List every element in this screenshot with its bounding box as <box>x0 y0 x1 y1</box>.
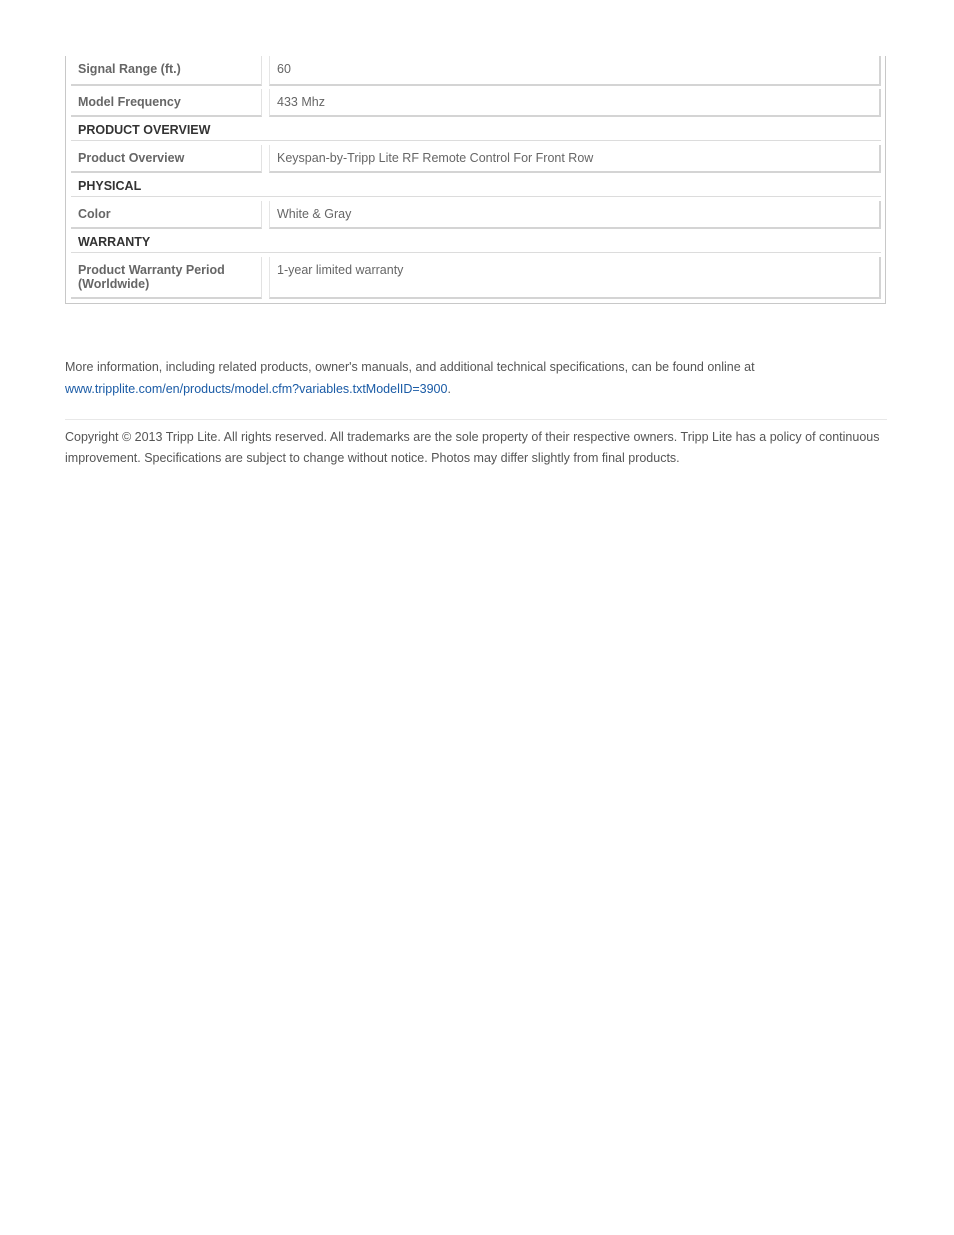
section-heading-physical: PHYSICAL <box>71 173 881 197</box>
spec-value: Keyspan-by-Tripp Lite RF Remote Control For Front Row <box>269 145 881 173</box>
more-info-period: . <box>447 382 451 396</box>
spec-row-warranty-period <box>71 257 881 299</box>
spec-row-color <box>71 201 881 229</box>
product-page-link[interactable]: www.tripplite.com/en/products/model.cfm?variables.txtModelID=3900 <box>65 382 448 396</box>
spec-value: 1-year limited warranty <box>269 257 881 299</box>
section-heading-product-overview: PRODUCT OVERVIEW <box>71 117 881 141</box>
spec-label: Product Overview <box>71 145 262 173</box>
spec-table <box>65 56 886 304</box>
spec-label: Product Warranty Period (Worldwide) <box>71 257 262 299</box>
spec-value: 433 Mhz <box>269 89 881 117</box>
spec-row-model-frequency <box>71 89 881 117</box>
spec-label: Signal Range (ft.) <box>71 56 262 86</box>
more-info-text: More information, including related products, owner's manuals, and additional technical specifications, can be found online at <box>65 360 755 374</box>
spec-row-signal-range <box>71 56 881 86</box>
spec-value: 60 <box>269 56 881 86</box>
spec-label: Color <box>71 201 262 229</box>
spec-label: Model Frequency <box>71 89 262 117</box>
copyright-notice: Copyright © 2013 Tripp Lite. All rights reserved. All trademarks are the sole property of their respective owners. Tripp Lite has a policy of continuous improvement. Specifications are subject to change without notice. Photos may differ slightly from final products. <box>65 430 880 465</box>
section-heading-warranty: WARRANTY <box>71 229 881 253</box>
more-info-paragraph <box>65 356 887 400</box>
spec-row-product-overview <box>71 145 881 173</box>
spec-value: White & Gray <box>269 201 881 229</box>
footer-divider <box>65 419 887 420</box>
